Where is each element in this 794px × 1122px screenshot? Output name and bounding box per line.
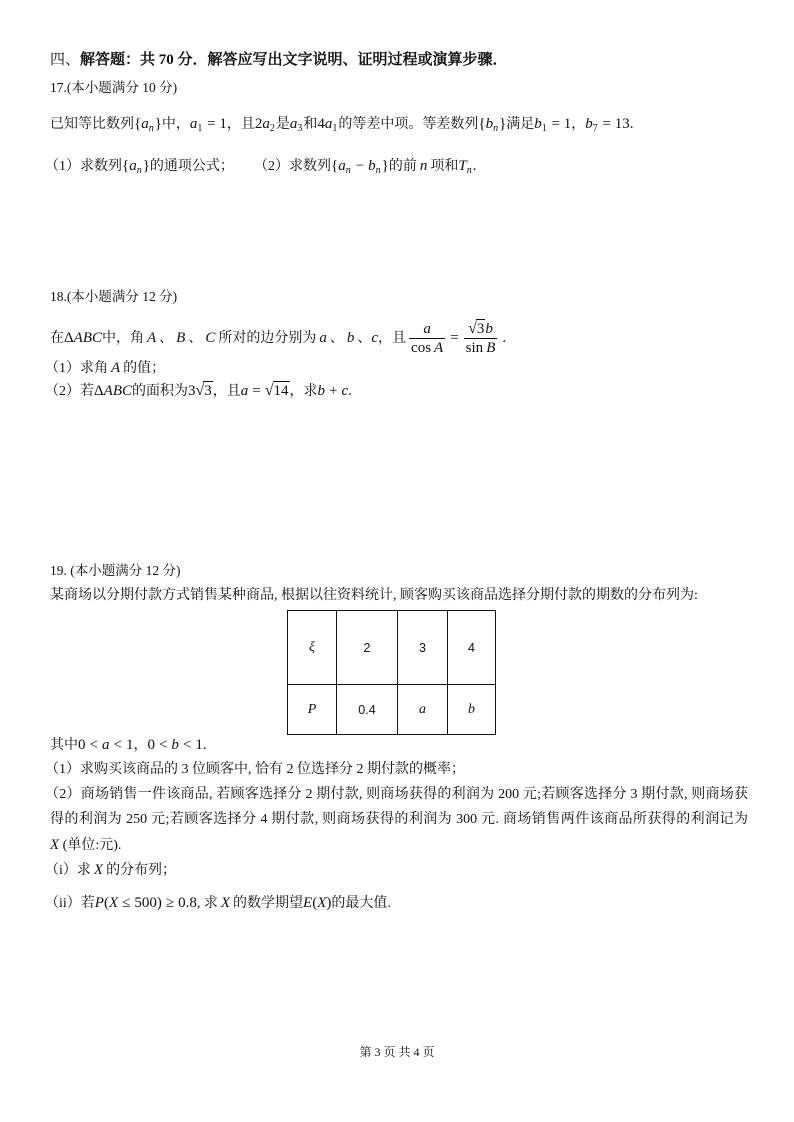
math-subscript: 1: [541, 123, 547, 134]
math-variable: A: [111, 360, 121, 376]
math-variable: b: [368, 158, 376, 174]
math-symbol: = 13: [598, 116, 630, 132]
math-operator: <: [113, 737, 122, 753]
text-run: 的值；: [123, 361, 166, 376]
math-symbol: 0: [78, 737, 86, 753]
text-run: 项和: [430, 159, 459, 174]
text-run: 已知等比数列: [50, 117, 134, 132]
q18-part2-pre: [45, 384, 196, 399]
math-symbol: ): [326, 895, 332, 911]
equals-sign: =: [450, 330, 459, 346]
math-symbol: }: [381, 158, 389, 174]
math-subscript: n: [148, 123, 154, 134]
math-symbol: 1: [195, 737, 203, 753]
q19-label: 19. (本小题满分 12 分): [50, 563, 181, 578]
table-cell: a: [398, 685, 448, 735]
fraction-root3b-over-sin-b: [464, 319, 498, 357]
text-run: （2）求数列: [254, 159, 331, 174]
math-subscript: 2: [269, 123, 275, 134]
text-run: ，且: [378, 330, 407, 346]
math-variable: a: [189, 116, 198, 132]
radical-sign: √: [195, 382, 205, 399]
text-run: (单位:元).: [59, 838, 122, 853]
math-variable: a: [338, 158, 346, 174]
math-variable: b: [485, 321, 493, 337]
text-run: （2）若: [45, 384, 94, 399]
math-symbol: (: [312, 895, 318, 911]
text-run: 、: [159, 330, 174, 346]
math-variable: a: [141, 116, 149, 132]
q19-part2-unit-text: [50, 838, 121, 853]
q17-part1-text: [45, 159, 234, 174]
q18-part1-text: [45, 361, 165, 376]
math-variable: a: [101, 737, 110, 753]
table-cell-header: P: [288, 685, 337, 735]
text-run: 的通项公式；: [149, 159, 234, 174]
math-symbol: {: [331, 158, 339, 174]
q17-label: 17.(本小题满分 10 分): [50, 80, 178, 95]
math-variable: n: [419, 158, 428, 174]
radicand: 3: [476, 321, 485, 337]
q18-label: 18.(本小题满分 12 分): [50, 289, 178, 304]
text-run: 是: [275, 117, 290, 132]
text-run: 、: [357, 330, 372, 346]
text-run: ，且: [226, 117, 255, 132]
math-variable: b: [346, 329, 355, 346]
math-variable: b: [317, 383, 326, 399]
q18-part2: [45, 380, 352, 403]
q17-part1: [45, 155, 234, 182]
math-variable: c: [371, 329, 379, 346]
radical-sign: √: [468, 320, 477, 337]
math-symbol: .: [472, 158, 477, 174]
math-variable: b: [585, 116, 593, 132]
q17-stem: [50, 113, 633, 140]
math-variable: c: [341, 383, 349, 399]
q19-part2-unit: [50, 835, 121, 856]
page-number: 第 3 页 共 4 页: [359, 1045, 435, 1059]
q17-part2-text: [254, 159, 476, 174]
q17-stem-text: [50, 117, 633, 132]
math-symbol: 0: [147, 737, 155, 753]
math-variable: b: [171, 737, 179, 753]
q18-part1: [45, 358, 165, 379]
q18-part2-post: [290, 384, 352, 399]
math-variable: X: [50, 837, 60, 853]
math-variable: X: [93, 862, 104, 878]
text-run: 和: [303, 117, 318, 132]
text-run: 在: [50, 330, 64, 346]
text-run: 的面积为: [132, 384, 188, 399]
math-operator: =: [252, 383, 261, 399]
math-subscript: n: [493, 123, 499, 134]
text-run: 的最大值.: [331, 896, 391, 911]
q19-part2-line2: 得的利润为 250 元;若顾客选择分 4 期付款, 则商场获得的利润为 300 元. 商场销售两件该商品所获得的利润记为: [50, 812, 748, 827]
math-operator: ≥: [165, 895, 175, 911]
math-variable: ABC: [73, 329, 102, 346]
text-run: 所对的边分别为: [218, 330, 317, 346]
q18-part2-mid: [213, 384, 265, 399]
text-run: ，且: [212, 384, 241, 399]
math-variable: B: [486, 340, 496, 356]
section-heading: [50, 50, 508, 70]
math-subscript: n: [375, 165, 381, 176]
period: .: [502, 330, 507, 346]
text-run: ，: [571, 117, 586, 132]
math-operator: ≤: [122, 895, 131, 911]
q19-condition-text: [50, 738, 207, 753]
math-symbol: (: [103, 895, 109, 911]
math-operator: −: [355, 158, 365, 174]
text-run: 中，: [161, 117, 190, 132]
math-symbol: ): [156, 895, 162, 911]
math-variable: a: [423, 320, 431, 337]
math-variable: a: [262, 116, 270, 132]
math-symbol: 1: [125, 737, 134, 753]
math-symbol: 3: [188, 383, 196, 399]
q19-sub1-text: [45, 863, 176, 878]
radical: [265, 381, 290, 399]
math-variable: X: [108, 895, 119, 911]
text-run: （1）求数列: [45, 159, 122, 174]
math-operator: <: [158, 737, 168, 753]
text-run: 其中: [50, 738, 78, 753]
math-variable: a: [129, 158, 137, 174]
fraction-denominator: [464, 339, 498, 357]
math-variable: C: [205, 329, 216, 346]
math-variable: A: [434, 339, 444, 356]
math-variable: b: [485, 116, 494, 132]
math-variable: a: [324, 116, 333, 132]
text-run: 的等差中项。等差数列: [338, 117, 479, 132]
table-row: [288, 685, 496, 735]
radical: [196, 381, 213, 399]
table-cell: 2: [337, 611, 398, 685]
math-subscript: 7: [592, 123, 598, 134]
table-cell: 0.4: [337, 685, 398, 735]
q19-part1: （1）求购买该商品的 3 位顾客中, 恰有 2 位选择分 2 期付款的概率；: [45, 762, 465, 777]
math-function: sin: [465, 340, 484, 356]
math-symbol: {: [122, 158, 130, 174]
math-symbol: .: [348, 383, 352, 399]
math-subscript: 1: [197, 123, 203, 134]
math-symbol: }: [499, 116, 507, 132]
math-operator: +: [329, 383, 338, 399]
text-run: 的分布列；: [106, 863, 177, 878]
table-cell: 3: [398, 611, 448, 685]
text-run: （ii）若: [45, 896, 95, 911]
table-cell: b: [448, 685, 496, 735]
text-run: 中，角: [102, 330, 144, 346]
text-run: 的前: [388, 159, 417, 174]
math-subscript: n: [136, 165, 142, 176]
q19-condition: [50, 735, 207, 756]
radical: [468, 319, 485, 337]
math-symbol: .: [202, 737, 207, 753]
math-symbol: 500: [134, 895, 157, 911]
table-row: [288, 611, 496, 685]
text-run: , 求: [196, 896, 218, 911]
math-variable: E: [303, 895, 313, 911]
math-operator: <: [89, 737, 98, 753]
math-symbol: 2: [254, 116, 263, 132]
q19-sub1: [45, 860, 176, 881]
math-symbol: Δ: [94, 383, 104, 399]
text-run: ，求: [289, 384, 318, 399]
math-subscript: n: [345, 165, 351, 176]
text-run: （1）求角: [45, 361, 108, 376]
math-symbol: 4: [317, 116, 325, 132]
q19-part2-line1: （2）商场销售一件该商品, 若顾客选择分 2 期付款, 则商场获得的利润为 200 元;若顾客选择分 3 期付款, 则商场获: [45, 787, 748, 802]
math-variable: a: [319, 329, 327, 346]
math-subscript: 1: [332, 123, 338, 134]
math-symbol: 0.8: [178, 895, 197, 911]
distribution-table: [287, 610, 496, 735]
math-variable: B: [176, 329, 186, 346]
fraction-denominator: [409, 339, 445, 357]
table-cell-header: ξ: [288, 611, 337, 685]
math-variable: a: [289, 116, 298, 132]
q18-stem-text: [50, 328, 406, 349]
q19-sub2: [45, 893, 391, 914]
math-variable: b: [534, 116, 542, 132]
q19-sub2-text: [45, 896, 391, 911]
math-symbol: }: [154, 116, 162, 132]
text-run: （i）求: [45, 863, 91, 878]
section-title: 解答题：共 70 分．解答应写出文字说明、证明过程或演算步骤．: [80, 52, 508, 68]
math-symbol: = 1: [547, 116, 572, 132]
fraction-a-over-cos-a: [409, 320, 445, 357]
fraction-numerator: [421, 320, 433, 338]
q17-part2: [254, 155, 476, 182]
text-run: 满足: [506, 117, 535, 132]
table-cell: 4: [448, 611, 496, 685]
math-variable: a: [240, 383, 249, 399]
radicand: 3: [204, 383, 212, 399]
math-symbol: = 1: [203, 116, 227, 132]
text-run: ，: [133, 738, 148, 753]
math-function: cos: [411, 339, 432, 356]
fraction-numerator: [466, 319, 495, 338]
section-number: 四、: [50, 52, 81, 68]
math-subscript: 3: [297, 123, 303, 134]
math-subscript: n: [466, 165, 472, 176]
math-variable: A: [147, 329, 157, 346]
q19-intro: 某商场以分期付款方式销售某种商品, 根据以往资料统计, 顾客购买该商品选择分期付款的期数的分布列为:: [50, 588, 698, 603]
math-variable: T: [458, 158, 467, 174]
radical-sign: √: [264, 382, 274, 399]
text-run: 、: [329, 330, 344, 346]
math-symbol: {: [134, 116, 142, 132]
math-symbol: Δ: [64, 329, 74, 346]
math-symbol: .: [629, 116, 634, 132]
math-variable: ABC: [103, 383, 132, 399]
math-variable: X: [317, 895, 327, 911]
math-variable: X: [220, 895, 231, 911]
radicand: 14: [273, 383, 289, 399]
text-run: 的数学期望: [233, 896, 304, 911]
math-operator: <: [182, 737, 192, 753]
math-variable: P: [94, 895, 104, 911]
math-symbol: }: [142, 158, 150, 174]
text-run: 、: [188, 330, 203, 346]
math-symbol: {: [478, 116, 486, 132]
q18-stem: [50, 316, 508, 360]
